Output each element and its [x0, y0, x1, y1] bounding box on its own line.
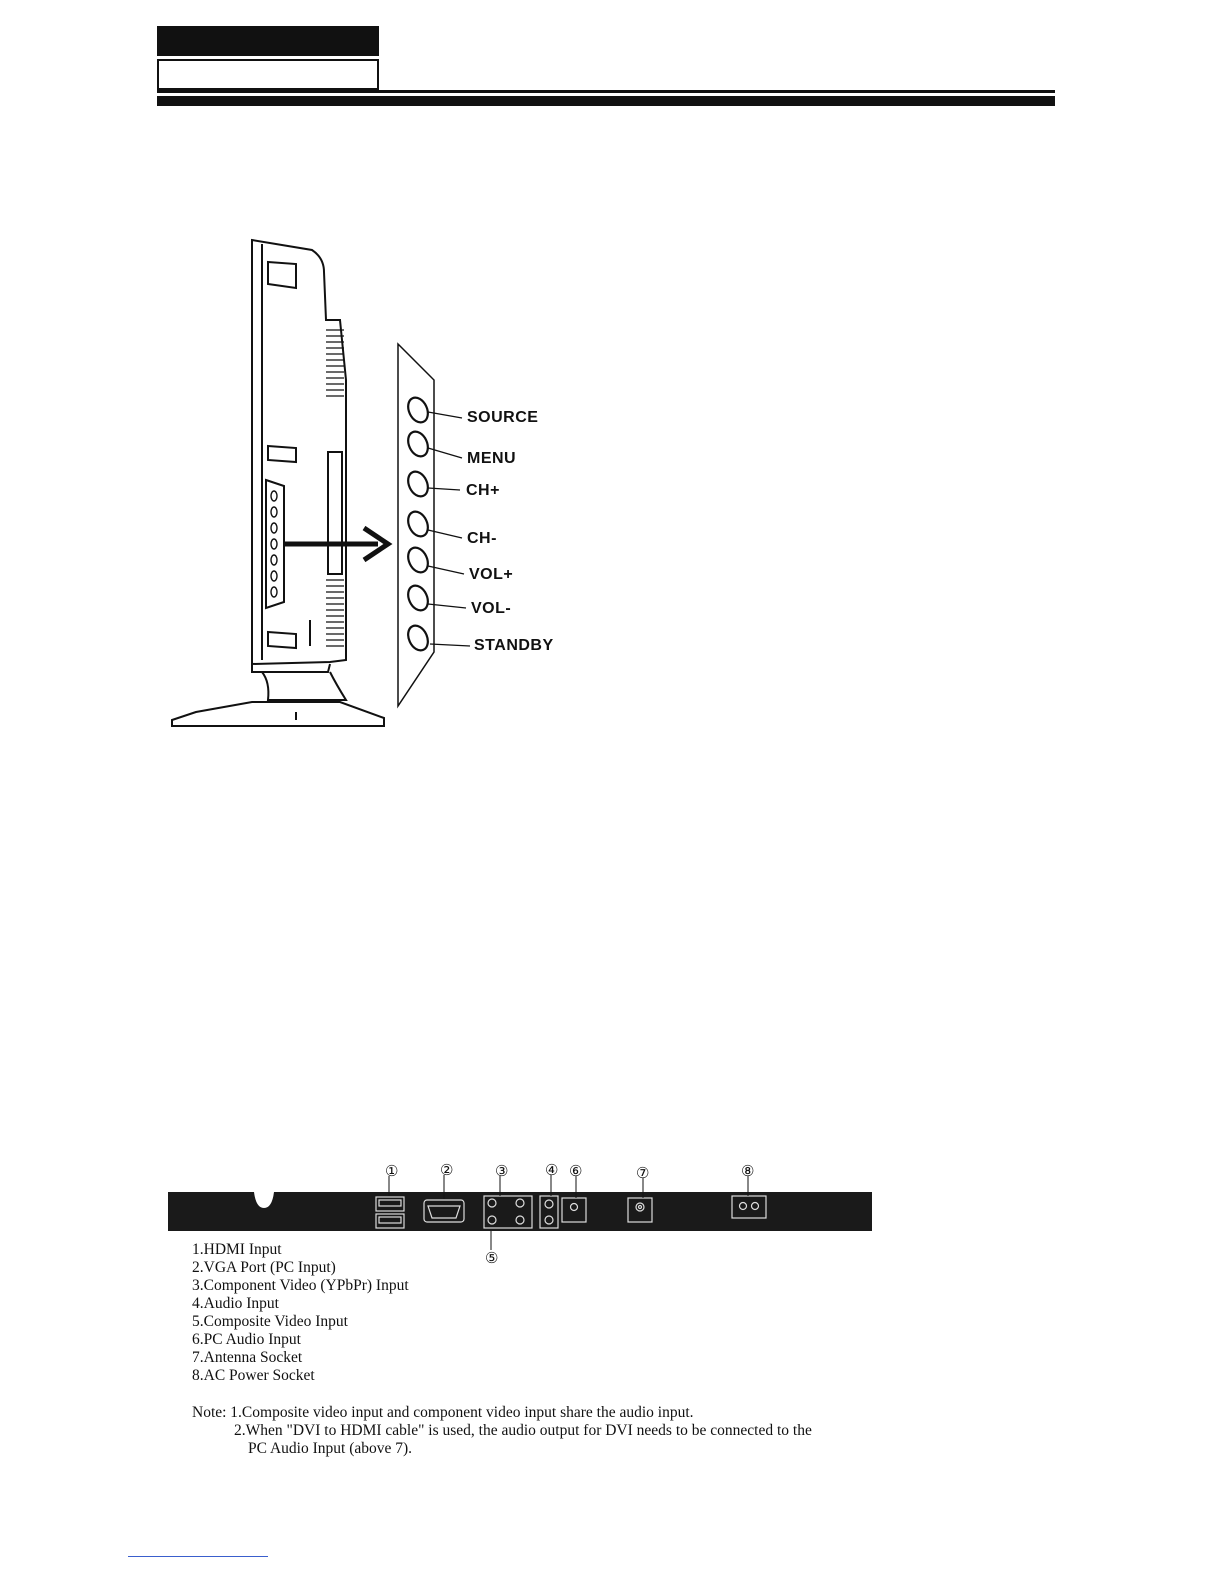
button-label-ch-minus: CH- — [467, 530, 497, 547]
button-label-standby: STANDBY — [474, 637, 554, 654]
port-list-item: 7.Antenna Socket — [192, 1349, 303, 1366]
port-list-item: 6.PC Audio Input — [192, 1331, 301, 1348]
port-list — [192, 1241, 409, 1385]
callout-3: ③ — [495, 1162, 509, 1180]
button-label-ch-plus: CH+ — [466, 482, 500, 499]
callout-6: ⑥ — [569, 1162, 583, 1180]
port-list-item: 1.HDMI Input — [192, 1241, 282, 1258]
port-list-item: 8.AC Power Socket — [192, 1367, 315, 1384]
callout-8: ⑧ — [741, 1162, 755, 1180]
note-line-2: 2.When "DVI to HDMI cable" is used, the audio output for DVI needs to be connected to the — [234, 1422, 812, 1439]
button-label-vol-minus: VOL- — [471, 600, 512, 617]
port-list-item: 4.Audio Input — [192, 1295, 279, 1312]
port-list-item: 2.VGA Port (PC Input) — [192, 1259, 336, 1276]
note-line-1: Note: 1.Composite video input and component video input share the audio input. — [192, 1404, 694, 1421]
button-label-menu: MENU — [467, 450, 517, 467]
callout-1: ① — [385, 1162, 399, 1180]
callout-4: ④ — [545, 1161, 559, 1179]
port-list-item: 5.Composite Video Input — [192, 1313, 348, 1330]
note-line-3: PC Audio Input (above 7). — [248, 1440, 413, 1457]
callout-7: ⑦ — [636, 1164, 650, 1182]
port-list-item: 3.Component Video (YPbPr) Input — [192, 1277, 409, 1294]
button-label-source: SOURCE — [467, 409, 539, 426]
callout-2: ② — [440, 1161, 454, 1179]
callout-5: ⑤ — [485, 1249, 499, 1267]
button-label-vol-plus: VOL+ — [469, 566, 514, 583]
footer-underline — [128, 1556, 268, 1557]
note-block — [192, 1404, 812, 1458]
